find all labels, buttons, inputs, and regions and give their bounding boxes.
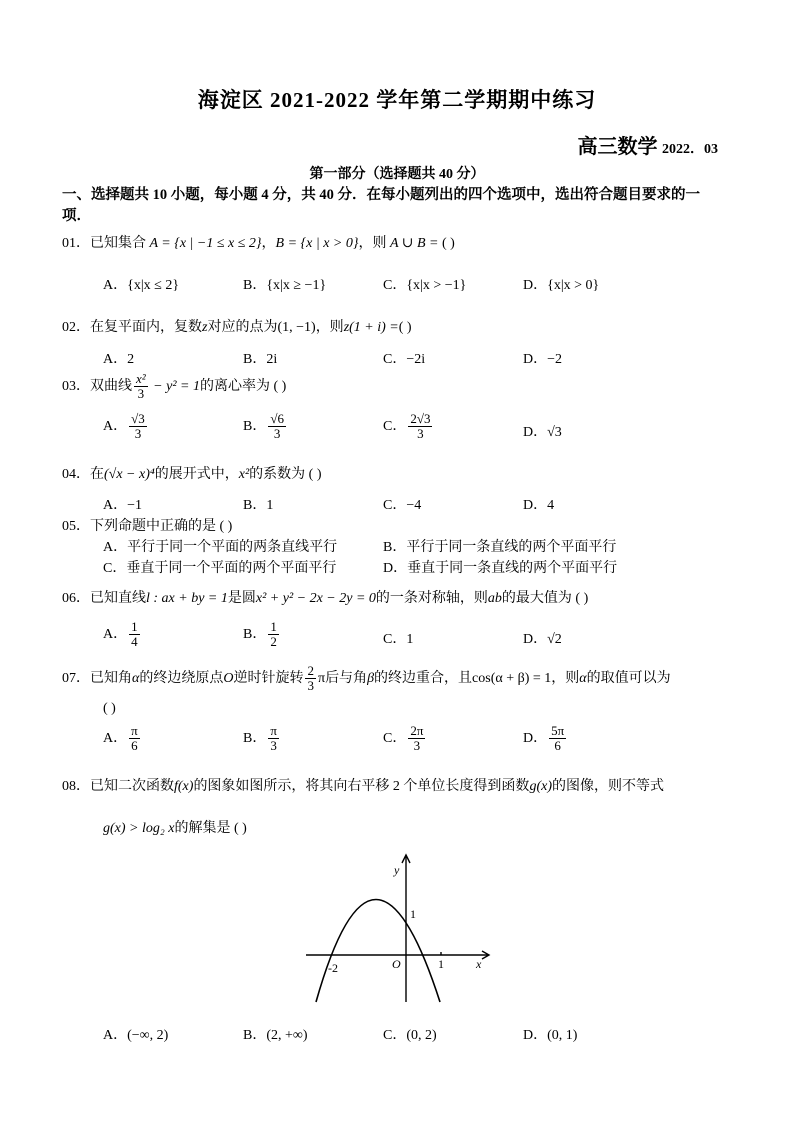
option-c[interactable]: C．−4 xyxy=(383,498,422,513)
option-a[interactable] xyxy=(103,724,142,754)
fraction: $\frac{2√3}{3}$ xyxy=(410,411,431,442)
option-c[interactable]: C．(0, 2) xyxy=(383,1028,437,1043)
question-number: 07． xyxy=(62,671,90,687)
option-b[interactable] xyxy=(243,412,288,442)
question-number: 03． xyxy=(62,379,90,395)
stem-text: 下列命题中正确的是 ( ) xyxy=(90,519,233,534)
fraction-rotation: $\frac{2}{3}$ xyxy=(307,663,314,694)
x-tick-one-label: 1 xyxy=(438,957,444,971)
var-beta: β xyxy=(367,671,375,687)
option-b[interactable]: B．2i xyxy=(243,352,278,367)
question-7-stem xyxy=(62,664,671,694)
subject-label: 高三数学 xyxy=(577,136,658,158)
option-c[interactable]: C．{x|x > −1} xyxy=(383,278,467,293)
option-value: √3 xyxy=(547,425,562,440)
part-title: 第一部分（选择题共 40 分） xyxy=(309,167,485,182)
stem-text: 后与角 xyxy=(325,671,368,687)
stem-text: 已知二次函数 xyxy=(90,779,174,794)
point: (1, −1) xyxy=(277,320,316,335)
stem-text: 的离心率为 ( ) xyxy=(199,379,287,395)
stem-text: 的展开式中， xyxy=(154,467,239,482)
inequality: g(x) > log₂ x xyxy=(103,821,175,836)
option-a[interactable] xyxy=(103,620,142,650)
stem-text: 的取值可以为 xyxy=(586,671,671,687)
cos-eq: cos(α + β) = 1 xyxy=(472,671,552,687)
question-8-stem xyxy=(62,775,664,795)
option-d[interactable]: D．4 xyxy=(523,498,555,513)
section-instructions-1: 一、选择题共 10 小题，每小题 4 分，共 40 分．在每小题列出的四个选项中，选出符合题目要求的一 xyxy=(62,187,700,203)
line-l: l : ax + by = 1 xyxy=(146,591,228,606)
stem-text: 的图像，则不等式 xyxy=(551,779,664,794)
option-letter: B． xyxy=(243,419,267,435)
question-number: 04． xyxy=(62,467,90,482)
option-c[interactable]: C．垂直于同一个平面的两个平面平行 xyxy=(103,561,337,576)
set-b: B = {x | x > 0} xyxy=(275,236,359,251)
option-b[interactable]: B．{x|x ≥ −1} xyxy=(243,278,327,293)
option-letter: A． xyxy=(103,627,128,643)
option-d[interactable]: D．{x|x > 0} xyxy=(523,278,600,293)
parabola-graph xyxy=(300,852,500,1012)
circle-eq: x² + y² − 2x − 2y = 0 xyxy=(255,591,376,606)
option-a[interactable]: A．2 xyxy=(103,352,135,367)
option-a[interactable]: A．(−∞, 2) xyxy=(103,1028,169,1043)
page-title: 海淀区 2021-2022 学年第二学期期中练习 xyxy=(197,88,597,112)
option-letter: B． xyxy=(243,627,267,643)
var-alpha: α xyxy=(579,671,587,687)
option-a[interactable] xyxy=(103,412,149,442)
stem-text: 的终边绕原点 xyxy=(139,671,224,687)
fraction: $\frac{\pi}{3}$ xyxy=(270,723,277,754)
option-d[interactable]: D．−2 xyxy=(523,352,563,367)
fraction: $\frac{√6}{3}$ xyxy=(270,411,284,442)
fraction: $\frac{1}{4}$ xyxy=(131,619,138,650)
z-expr: z(1 + i) = xyxy=(343,320,399,335)
y-axis-label: y xyxy=(394,863,400,877)
question-5-stem xyxy=(62,515,232,535)
stem-text: ，则 xyxy=(551,671,580,687)
question-number: 01． xyxy=(62,236,90,251)
stem-text: 已知角 xyxy=(90,671,132,687)
origin-label: O xyxy=(392,957,401,971)
section-instructions-2: 项． xyxy=(62,208,91,224)
g-of-x: g(x) xyxy=(529,779,552,794)
question-number: 05． xyxy=(62,519,90,534)
var-ab: ab xyxy=(487,591,502,606)
question-8-stem-line2 xyxy=(103,817,247,837)
stem-text: 是圆 xyxy=(227,591,256,606)
y-intercept-label: 1 xyxy=(410,907,416,921)
option-letter: D． xyxy=(523,425,548,440)
var-alpha: α xyxy=(132,671,140,687)
union-expr: A ∪ B = xyxy=(389,236,439,251)
x-axis-label: x xyxy=(476,957,482,971)
question-2-stem xyxy=(62,316,412,336)
option-value: √2 xyxy=(547,632,562,647)
subject-date xyxy=(578,130,719,159)
option-letter: D． xyxy=(523,632,548,647)
stem-text: 双曲线 xyxy=(90,379,132,395)
var-z: z xyxy=(202,320,208,335)
fraction: $\frac{\pi}{6}$ xyxy=(131,723,138,754)
option-d[interactable] xyxy=(523,628,562,648)
term-x2: x² xyxy=(238,467,250,482)
hyperbola-rest: − y² = 1 xyxy=(149,379,200,395)
option-letter: A． xyxy=(103,419,128,435)
option-b[interactable] xyxy=(243,620,281,650)
option-c[interactable] xyxy=(383,724,427,754)
fraction: $\frac{√3}{3}$ xyxy=(131,411,145,442)
option-c[interactable]: C．1 xyxy=(383,632,414,647)
option-d[interactable] xyxy=(523,421,562,441)
question-7-stem-line2: ( ) xyxy=(103,701,116,716)
x-tick-neg-two-label: -2 xyxy=(328,961,338,975)
option-a[interactable]: A．−1 xyxy=(103,498,143,513)
option-d[interactable]: D．(0, 1) xyxy=(523,1028,578,1043)
stem-text: 已知集合 xyxy=(90,236,150,251)
stem-text: 对应的点为 xyxy=(207,320,278,335)
option-d[interactable]: D．垂直于同一条直线的两个平面平行 xyxy=(383,561,618,576)
option-letter: C． xyxy=(383,419,407,435)
pi: π xyxy=(317,671,326,687)
parabola-curve xyxy=(316,900,440,1003)
option-b[interactable]: B．平行于同一条直线的两个平面平行 xyxy=(383,540,617,555)
option-letter: D． xyxy=(523,731,548,747)
question-number: 02． xyxy=(62,320,90,335)
fraction: $\frac{2\pi}{3}$ xyxy=(410,723,424,754)
stem-text: 的终边重合，且 xyxy=(374,671,473,687)
option-c[interactable] xyxy=(383,412,434,442)
question-6-stem xyxy=(62,587,588,607)
stem-text: 逆时针旋转 xyxy=(233,671,304,687)
stem-text: ，则 xyxy=(358,236,390,251)
option-b[interactable]: B．(2, +∞) xyxy=(243,1028,308,1043)
option-d[interactable] xyxy=(523,724,568,754)
option-a[interactable]: A．{x|x ≤ 2} xyxy=(103,278,180,293)
stem-text: 的解集是 ( ) xyxy=(174,821,247,836)
option-letter: C． xyxy=(383,731,407,747)
stem-text: 的一条对称轴，则 xyxy=(375,591,488,606)
question-number: 08． xyxy=(62,779,90,794)
stem-text: ，则 xyxy=(315,320,344,335)
stem-text: 已知直线 xyxy=(90,591,146,606)
stem-text: ， xyxy=(261,236,276,251)
stem-text: 在复平面内，复数 xyxy=(90,320,202,335)
question-1-stem xyxy=(62,232,455,252)
fraction: $\frac{1}{2}$ xyxy=(270,619,277,650)
question-3-stem xyxy=(62,372,286,402)
stem-text: 的图象如图所示，将其向右平移 2 个单位长度得到函数 xyxy=(193,779,530,794)
option-letter: A． xyxy=(103,731,128,747)
option-c[interactable]: C．−2i xyxy=(383,352,426,367)
question-4-stem xyxy=(62,463,322,483)
stem-text: 的系数为 ( ) xyxy=(249,467,322,482)
fraction: $\frac{5\pi}{6}$ xyxy=(551,723,565,754)
option-letter: B． xyxy=(243,731,267,747)
stem-text: ( ) xyxy=(398,320,412,335)
expansion: (√x − x)⁴ xyxy=(104,467,155,482)
fraction-x2-over-3: $\frac{\text{x²}}{3}$ xyxy=(136,371,146,402)
option-b[interactable]: B．1 xyxy=(243,498,274,513)
option-a[interactable]: A．平行于同一个平面的两条直线平行 xyxy=(103,540,338,555)
stem-text: 在 xyxy=(90,467,104,482)
option-b[interactable] xyxy=(243,724,281,754)
stem-text: 的最大值为 ( ) xyxy=(501,591,589,606)
var-o: O xyxy=(223,671,234,687)
stem-text: ( ) xyxy=(438,236,455,251)
date-label: 2022．03 xyxy=(662,142,718,157)
set-a: A = {x | −1 ≤ x ≤ 2} xyxy=(149,236,262,251)
question-number: 06． xyxy=(62,591,90,606)
f-of-x: f(x) xyxy=(174,779,194,794)
